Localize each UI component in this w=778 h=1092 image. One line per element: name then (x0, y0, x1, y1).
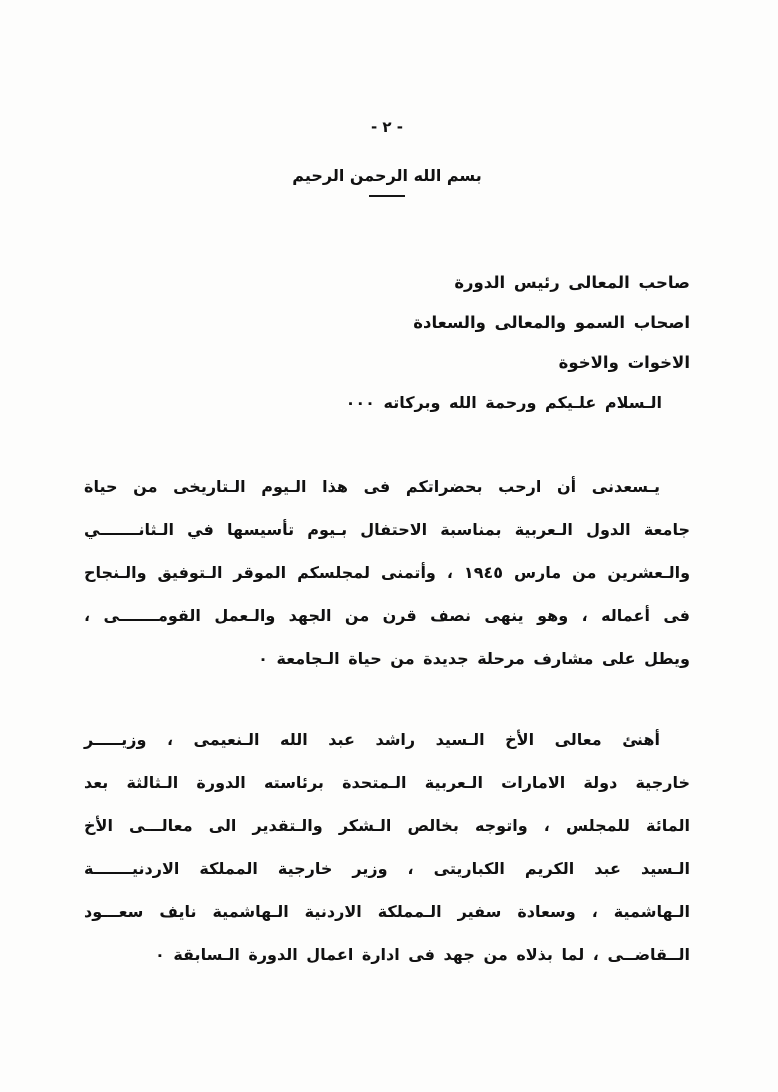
paragraph-line: جامعة الدول الـعربية بمناسبة الاحتفال بـيوم تأسيسها في الـثانـــــــي (84, 520, 690, 539)
bismillah-text: بسم الله الرحمن الرحيم (292, 166, 482, 185)
paragraph-line: خارجية دولة الامارات الـعربية الـمتحدة برئاسته الدورة الـثالثة بعد (84, 773, 690, 792)
salutation-line-president: صاحب المعالى رئيس الدورة (454, 273, 690, 292)
paragraph-line: يـسعدنى أن ارحب بحضراتكم فى هذا الـيوم الـتاريخى من حياة (84, 477, 660, 496)
greeting-line: الـسلام علـيكم ورحمة الله وبركاته ٠٠٠ (345, 393, 662, 412)
paragraph-welcome (84, 465, 690, 680)
paragraph-line: الــقاضــى ، لما بذلاه من جهد فى ادارة اعمال الدورة الـسابقة ٠ (155, 945, 690, 964)
salutation-line-highnesses: اصحاب السمو والمعالى والسعادة (413, 313, 690, 332)
paragraph-line: أهنئ معالى الأخ الـسيد راشد عبد الله الـنعيمى ، وزيـــــر (84, 730, 660, 749)
paragraph-line: ويطل على مشارف مرحلة جديدة من حياة الـجامعة ٠ (258, 649, 690, 668)
paragraph-line: والـعشرين من مارس ١٩٤٥ ، وأتمنى لمجلسكم الموقر الـتوفيق والـنجاح (84, 563, 691, 582)
paragraph-line: الـهاشمية ، وسعادة سفير الـمملكة الاردنية الـهاشمية نايف سعـــود (84, 902, 690, 921)
paragraph-line: المائة للمجلس ، واتوجه بخالص الـشكر والـتقدير الى معالـــى الأخ (84, 816, 690, 835)
paragraph-congratulations (84, 718, 690, 976)
paragraph-line: فى أعماله ، وهو ينهى نصف قرن من الجهد والـعمل القومـــــــى ، (84, 606, 690, 625)
salutation-block (84, 263, 690, 423)
paragraph-line: الـسيد عبد الكريم الكباريتى ، وزير خارجية المملكة الاردنيـــــــة (84, 859, 690, 878)
page-number: - ٢ - (370, 118, 404, 136)
bismillah-underline-rule (369, 195, 405, 197)
salutation-line-brothers-sisters: الاخوات والاخوة (558, 353, 690, 372)
